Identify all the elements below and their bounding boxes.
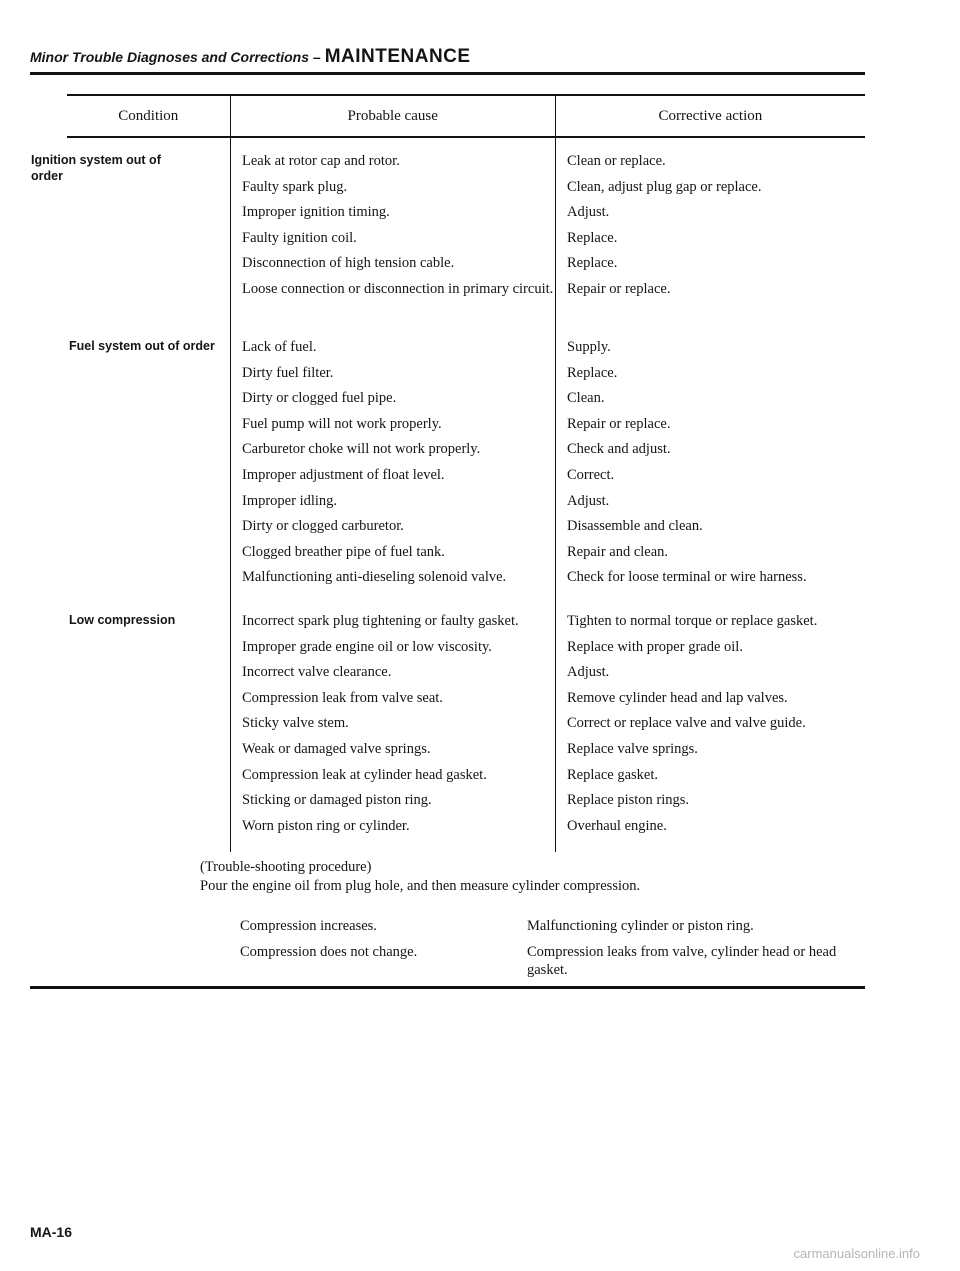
corrective-action-cell: Repair and clean.: [567, 543, 669, 560]
table-row: [242, 178, 862, 196]
probable-cause-cell: Dirty fuel filter.: [242, 364, 334, 381]
cause-action-rows: [242, 612, 862, 842]
table-row: [242, 791, 862, 809]
table-row: [242, 229, 862, 247]
probable-cause-cell: Improper adjustment of float level.: [242, 466, 445, 483]
corrective-action-cell: Overhaul engine.: [567, 817, 667, 834]
table-row: [242, 203, 862, 221]
probable-cause-cell: Faulty spark plug.: [242, 178, 348, 195]
probable-cause-cell: Compression leak from valve seat.: [242, 689, 443, 706]
corrective-action-cell: Clean.: [567, 390, 605, 407]
probable-cause-cell: Incorrect spark plug tightening or faulty gasket.: [242, 613, 519, 629]
corrective-action-cell: Check and adjust.: [567, 441, 671, 458]
table-row: [242, 280, 862, 298]
condition-label: Fuel system out of order: [69, 339, 215, 353]
procedure-text: Pour the engine oil from plug hole, and then measure cylinder compression.: [200, 878, 641, 894]
corrective-action-cell: Repair or replace.: [567, 280, 671, 297]
result-row: [240, 917, 860, 935]
table-row: [242, 766, 862, 784]
column-divider: [230, 138, 231, 852]
corrective-action-cell: Adjust.: [567, 492, 610, 509]
corrective-action-cell: Clean or replace.: [567, 153, 666, 169]
corrective-action-cell: Replace with proper grade oil.: [567, 638, 743, 655]
probable-cause-cell: Sticking or damaged piston ring.: [242, 792, 432, 809]
table-row: [242, 612, 862, 630]
corrective-action-cell: Tighten to normal torque or replace gasket.: [567, 613, 818, 629]
probable-cause-cell: Loose connection or disconnection in primary circuit.: [242, 280, 554, 297]
probable-cause-cell: Disconnection of high tension cable.: [242, 255, 455, 272]
corrective-action-cell: Correct or replace valve and valve guide.: [567, 715, 806, 732]
probable-cause-cell: Fuel pump will not work properly.: [242, 415, 442, 432]
watermark: carmanualsonline.info: [793, 1246, 920, 1261]
trouble-table: [31, 94, 865, 852]
table-row: [242, 714, 862, 732]
result-meaning: Compression leaks from valve, cylinder head or head gasket.: [527, 944, 837, 978]
cause-action-rows: [242, 152, 862, 306]
table-row: [242, 543, 862, 561]
corrective-action-cell: Adjust.: [567, 204, 610, 221]
table-row: [242, 689, 862, 707]
corrective-action-cell: Repair or replace.: [567, 415, 671, 432]
probable-cause-cell: Dirty or clogged carburetor.: [242, 518, 404, 535]
probable-cause-cell: Dirty or clogged fuel pipe.: [242, 390, 397, 407]
table-row: [242, 817, 862, 835]
probable-cause-cell: Incorrect valve clearance.: [242, 664, 392, 681]
probable-cause-cell: Worn piston ring or cylinder.: [242, 817, 410, 834]
corrective-action-cell: Replace gasket.: [567, 766, 658, 783]
table-header: [67, 96, 865, 138]
corrective-action-cell: Replace.: [567, 255, 618, 272]
table-row: [242, 364, 862, 382]
page-header: [30, 46, 865, 75]
column-header-probable-cause: Probable cause: [230, 96, 555, 136]
probable-cause-cell: Compression leak at cylinder head gasket.: [242, 766, 487, 783]
corrective-action-cell: Replace valve springs.: [567, 740, 698, 757]
corrective-action-cell: Replace.: [567, 229, 618, 246]
corrective-action-cell: Replace piston rings.: [567, 792, 690, 809]
table-row: [242, 254, 862, 272]
column-header-condition: Condition: [118, 107, 179, 124]
corrective-action-cell: Check for loose terminal or wire harness.: [567, 569, 807, 586]
result-observation: Compression does not change.: [240, 944, 418, 960]
procedure-results: [240, 917, 860, 987]
table-row: [242, 466, 862, 484]
probable-cause-cell: Malfunctioning anti-dieseling solenoid valve.: [242, 569, 507, 586]
result-meaning: Malfunctioning cylinder or piston ring.: [527, 918, 754, 934]
table-row: [242, 492, 862, 510]
page-number: MA-16: [30, 1224, 73, 1240]
table-row: [242, 338, 862, 356]
corrective-action-cell: Disassemble and clean.: [567, 518, 703, 535]
procedure-title: (Trouble-shooting procedure): [200, 859, 372, 875]
corrective-action-cell: Remove cylinder head and lap valves.: [567, 689, 788, 706]
troubleshooting-procedure: [200, 858, 860, 896]
corrective-action-cell: Correct.: [567, 466, 615, 483]
probable-cause-cell: Improper ignition timing.: [242, 204, 390, 221]
condition-label: Low compression: [69, 613, 176, 627]
probable-cause-cell: Improper idling.: [242, 492, 338, 509]
condition-label: Ignition system out of order: [31, 153, 161, 183]
corrective-action-cell: Adjust.: [567, 664, 610, 681]
corrective-action-cell: Clean, adjust plug gap or replace.: [567, 178, 762, 195]
corrective-action-cell: Replace.: [567, 364, 618, 381]
probable-cause-cell: Sticky valve stem.: [242, 715, 349, 732]
probable-cause-cell: Weak or damaged valve springs.: [242, 740, 431, 757]
bottom-rule: [30, 986, 865, 989]
probable-cause-cell: Carburetor choke will not work properly.: [242, 441, 481, 458]
column-header-corrective-action: Corrective action: [555, 96, 865, 136]
table-row: [242, 740, 862, 758]
probable-cause-cell: Faulty ignition coil.: [242, 229, 357, 246]
result-observation: Compression increases.: [240, 918, 377, 934]
section-title: Minor Trouble Diagnoses and Corrections –: [30, 49, 321, 65]
probable-cause-cell: Improper grade engine oil or low viscosity.: [242, 638, 492, 655]
probable-cause-cell: Leak at rotor cap and rotor.: [242, 153, 400, 169]
manual-title: MAINTENANCE: [324, 46, 471, 67]
result-row: [240, 943, 860, 979]
cause-action-rows: [242, 338, 862, 594]
table-row: [242, 389, 862, 407]
table-row: [242, 663, 862, 681]
table-row: [242, 638, 862, 656]
table-row: [242, 152, 862, 170]
corrective-action-cell: Supply.: [567, 339, 611, 355]
table-row: [242, 415, 862, 433]
probable-cause-cell: Lack of fuel.: [242, 339, 317, 355]
table-row: [242, 517, 862, 535]
table-row: [242, 568, 862, 586]
table-body: [31, 138, 865, 852]
table-row: [242, 440, 862, 458]
probable-cause-cell: Clogged breather pipe of fuel tank.: [242, 543, 445, 560]
